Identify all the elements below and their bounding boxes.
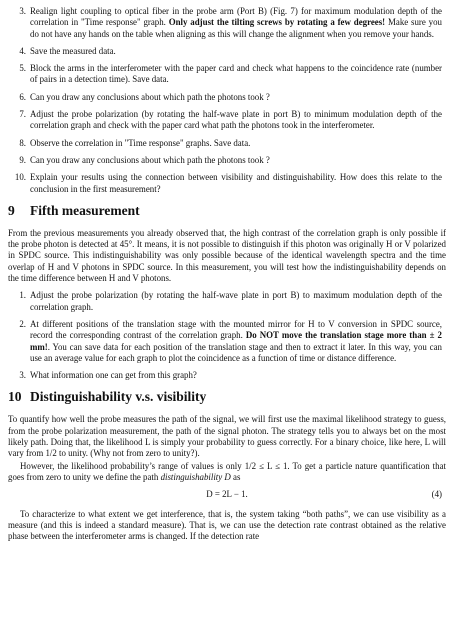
item-text: Adjust the probe polarization (by rotating the half-wave plate in port B) to maximum modulation depth of the correlation graph. xyxy=(30,290,442,312)
item-text: Block the arms in the interferometer with the paper card and check what happens to the coincidence rate (number of pairs in a detection time). Save data. xyxy=(30,63,442,85)
item-text: Realign light coupling to optical fiber in the probe arm (Port B) (Fig. 7) for maximum modulation depth of the correlation in "Time response" graph. xyxy=(30,6,442,28)
item-text: At different positions of the translation stage with the mounted mirror for H to V conversion in SPDC source, record the corresponding contrast of the correlation graph. xyxy=(30,318,442,341)
paragraph xyxy=(8,461,446,484)
paragraph: To quantify how well the probe measures the path of the signal, we will first use the maximal likelihood strategy to guess, from the probe polarization measurement, the path of the signal photon. The strategy tells you to always bet on the most likely path. Doing that, the likelihood L is simply your probability to guess correctly. For a binary choice, like here, L will vary from 1/2 to unity. (Why not from zero to unity?). xyxy=(8,414,446,459)
list-item xyxy=(8,155,446,166)
item-text: Observe the correlation in "Time response" graphs. Save data. xyxy=(30,137,251,148)
item-number: 8. xyxy=(19,137,26,148)
paragraph: To characterize to what extent we get interference, that is, the system taking “both paths”, we can use visibility as a measure (and this is indeed a standard measure). That is, we can use the detection rate contrast obtained as the relative phase between the interferometer arms is changed. If the detection rate xyxy=(8,508,446,542)
section-title: Fifth measurement xyxy=(30,202,140,218)
list-item xyxy=(8,138,446,149)
item-number: 5. xyxy=(19,63,26,74)
defined-term: distinguishability D xyxy=(160,471,231,482)
item-number: 7. xyxy=(19,109,26,120)
item-text: Save the measured data. xyxy=(30,45,116,56)
item-text: Can you draw any conclusions about which path the photons took ? xyxy=(30,154,270,165)
item-text: Explain your results using the connection between visibility and distinguishability. How does this relate to the conclusion in the first measurement? xyxy=(30,172,442,194)
list-item xyxy=(8,46,446,57)
item-number: 2. xyxy=(19,318,26,329)
section-heading xyxy=(8,389,446,405)
item-number: 3. xyxy=(19,370,26,381)
equation-body: D = 2L − 1. xyxy=(206,489,248,500)
list-item xyxy=(8,63,446,86)
equation-number: (4) xyxy=(431,489,442,500)
procedure-list xyxy=(8,6,446,195)
section-intro: From the previous measurements you already observed that, the high contrast of the correlation graph is only possible if the probe photon is detected at 45°. It means, it is not possible to distinguish if this photon was originally H or V polarized in SPDC source. This indistinguishability was only possible because of the identical wavelength spectra and the time overlap of H and V photons in SPDC source. In this measurement, you will test how the indistinguishability depends on the time difference between H and V photons. xyxy=(8,227,446,284)
item-number: 10. xyxy=(14,172,26,183)
paragraph-text: However, the likelihood probability’s range of values is only 1/2 ≤ L ≤ 1. To get a particle nature quantification that goes from zero to unity we define the path xyxy=(8,460,446,482)
item-number: 6. xyxy=(19,91,26,102)
section-title: Distinguishability v.s. visibility xyxy=(30,389,207,405)
item-text: Make sure you do not have any hands on the table when aligning as this will change the alignment when you remove your hands. xyxy=(30,17,442,39)
item-number: 3. xyxy=(19,6,26,16)
list-item xyxy=(8,370,446,381)
list-item xyxy=(8,172,446,195)
list-item xyxy=(8,6,446,40)
paragraph-text: as xyxy=(230,471,241,482)
item-text: Adjust the probe polarization (by rotating the half-wave plate in port B) to minimum modulation depth of the correlation graph and check with the paper card what path the photons took in the interferometer. xyxy=(30,109,442,131)
list-item xyxy=(8,92,446,103)
item-number: 4. xyxy=(19,45,26,56)
section-heading xyxy=(8,203,446,219)
equation xyxy=(8,489,446,500)
section-number: 9 xyxy=(8,202,15,218)
list-item xyxy=(8,290,446,313)
item-text: What information one can get from this graph? xyxy=(30,370,197,381)
list-item xyxy=(8,319,446,364)
item-number: 1. xyxy=(19,290,26,301)
measurement-list xyxy=(8,290,446,381)
item-text: . You can save data for each position of the translation stage and then to extract it later. In this way, you can use an average value for each graph to plot the coincidence as a function of time or distance difference. xyxy=(30,341,442,363)
list-item xyxy=(8,109,446,132)
item-warning: Only adjust the tilting screws by rotating a few degrees! xyxy=(168,17,386,28)
item-number: 9. xyxy=(19,154,26,165)
section-number: 10 xyxy=(8,389,22,405)
item-warning: Do NOT move the translation stage more than ± 2 mm! xyxy=(30,330,442,352)
item-text: Can you draw any conclusions about which path the photons took ? xyxy=(30,91,270,102)
